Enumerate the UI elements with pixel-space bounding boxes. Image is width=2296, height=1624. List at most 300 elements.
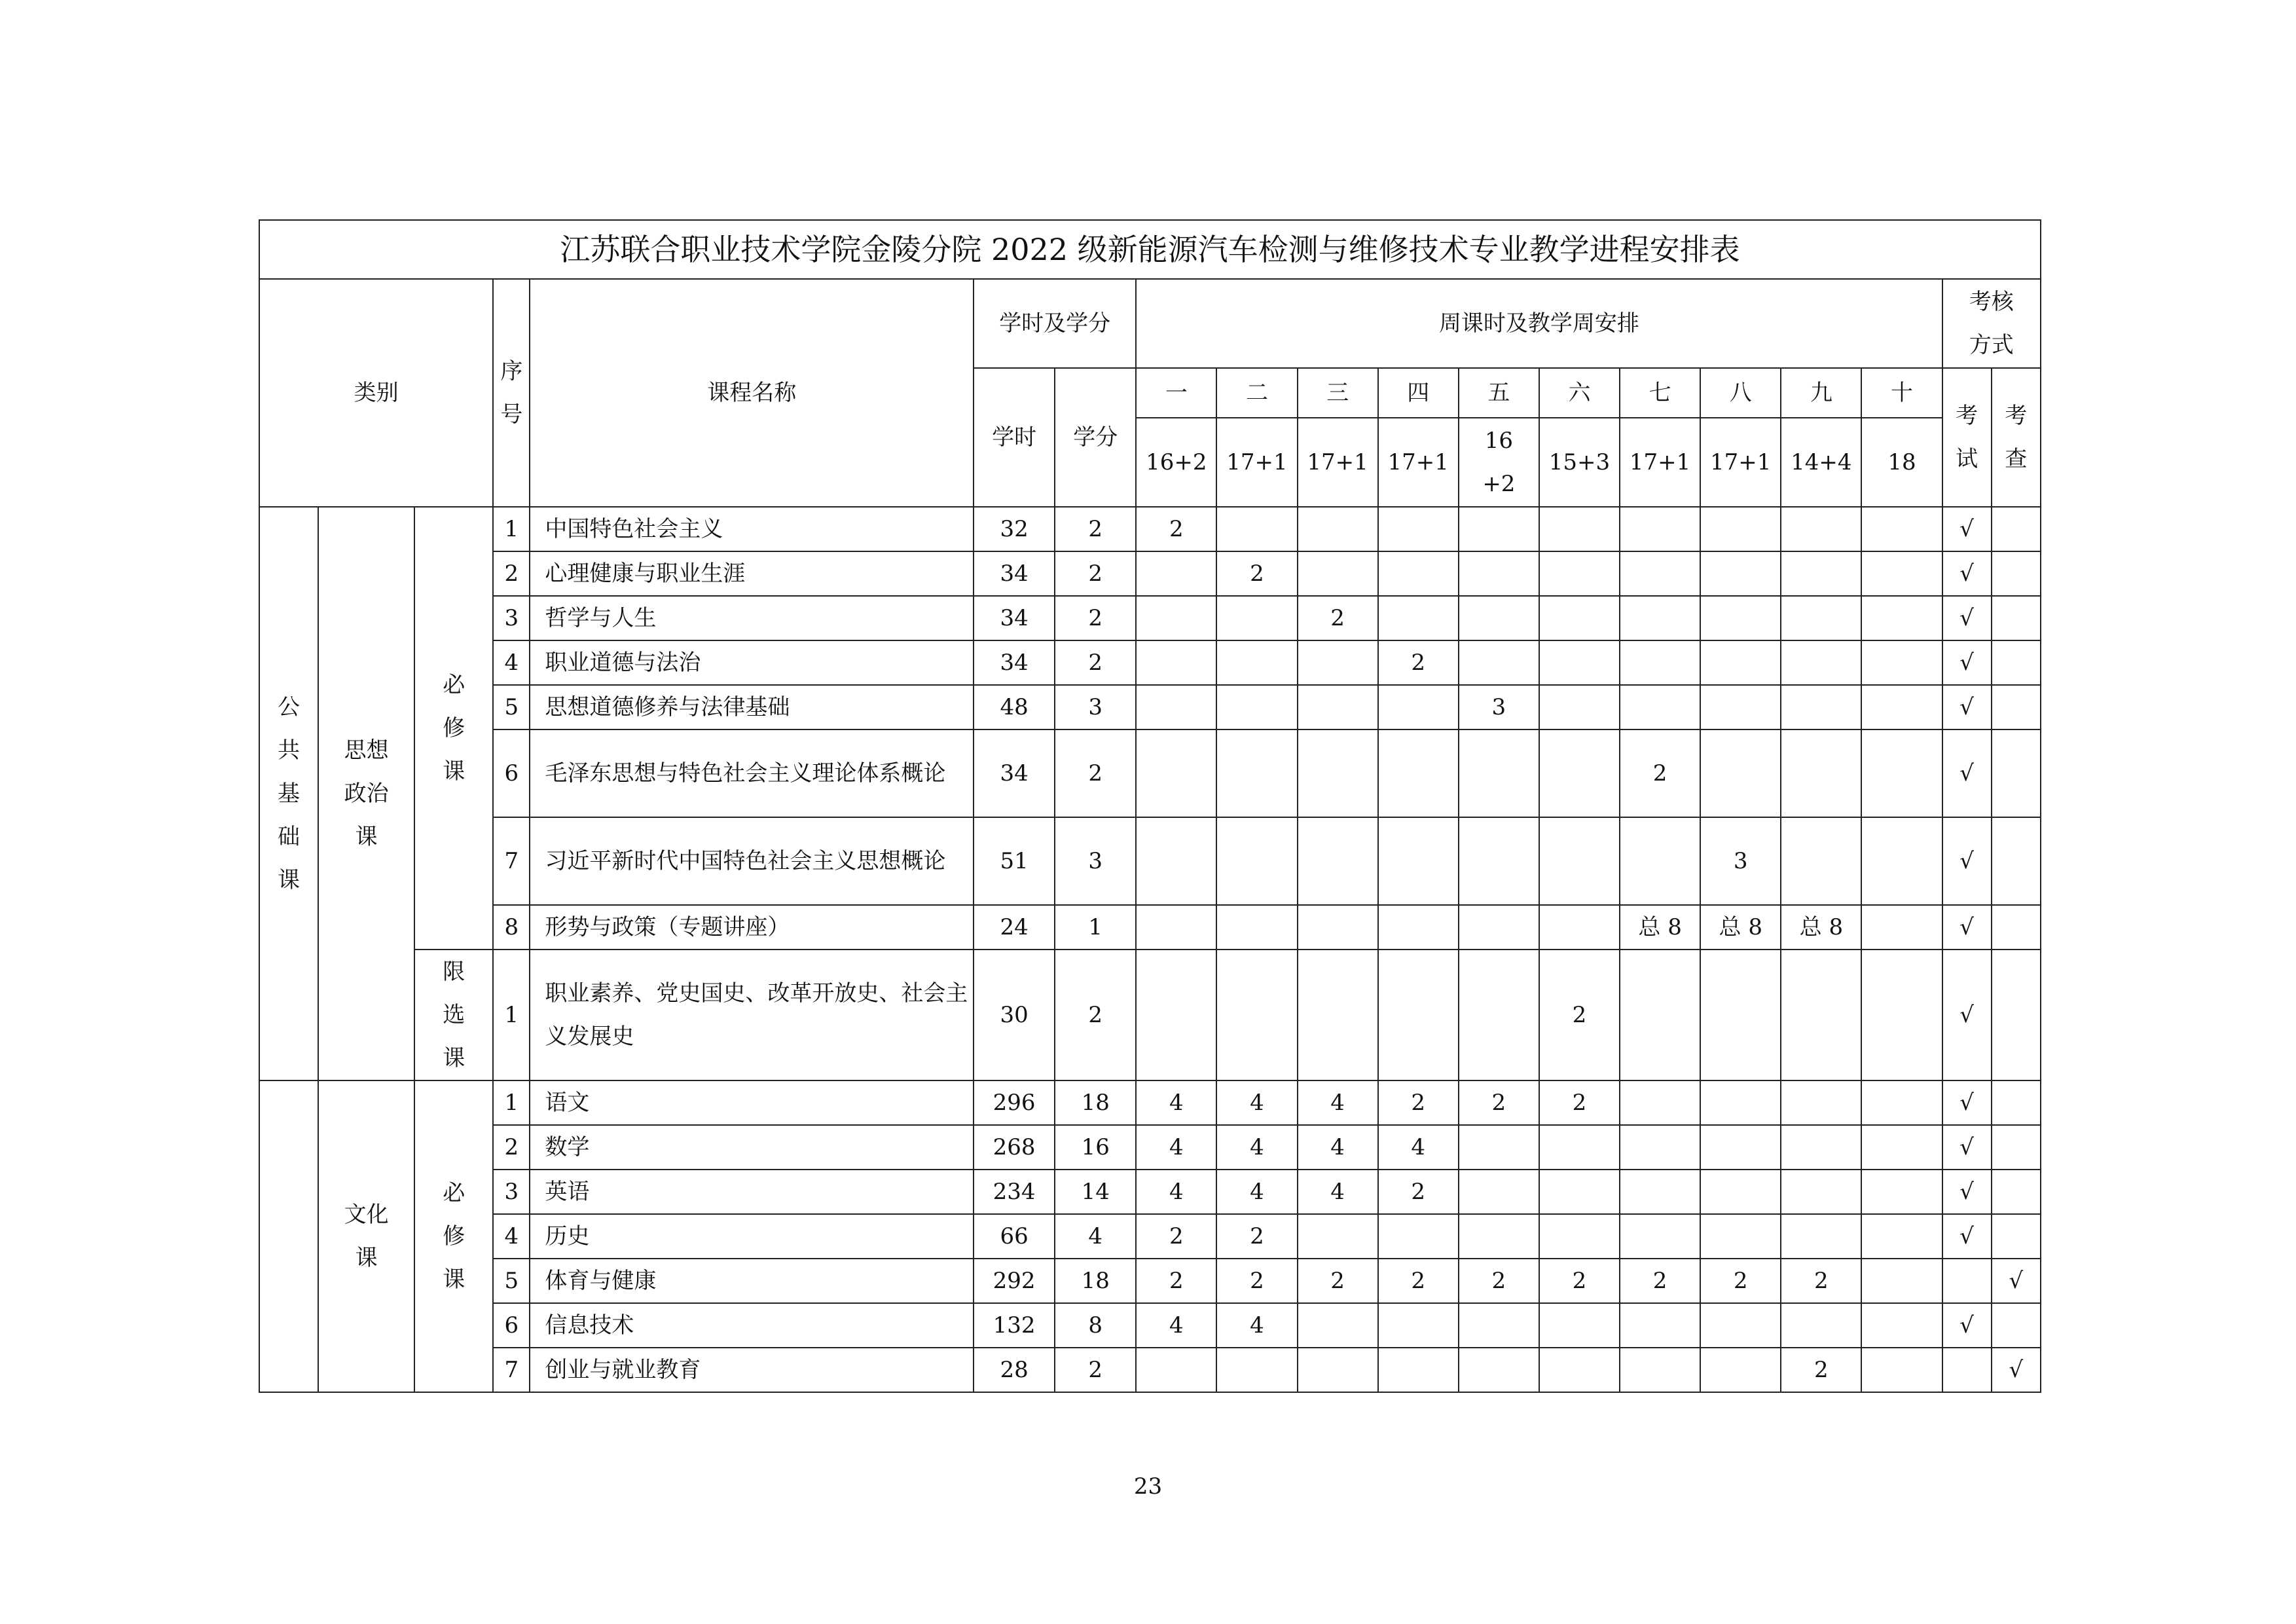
row-term-6 [1539, 1348, 1620, 1392]
row-term-8 [1700, 729, 1781, 817]
row-term-3 [1298, 551, 1378, 596]
row-term-4 [1378, 507, 1459, 551]
row-term-4 [1378, 1214, 1459, 1259]
row-course-name: 形势与政策（专题讲座） [530, 905, 974, 950]
header-term-6: 六 [1539, 368, 1620, 418]
row-term-1 [1136, 729, 1216, 817]
header-term-9: 九 [1781, 368, 1861, 418]
row-term-6: 2 [1539, 1259, 1620, 1303]
row-check-mark [1992, 905, 2041, 950]
table-row [259, 1214, 2041, 1259]
row-exam-mark: √ [1942, 551, 1992, 596]
row-term-1: 2 [1136, 1259, 1216, 1303]
row-term-2 [1216, 640, 1297, 685]
row-credits: 2 [1055, 1348, 1136, 1392]
row-term-5 [1459, 729, 1539, 817]
row-exam-mark [1942, 1259, 1992, 1303]
row-hours: 30 [974, 950, 1055, 1080]
row-term-3: 4 [1298, 1170, 1378, 1214]
row-term-8: 2 [1700, 1259, 1781, 1303]
row-term-9 [1781, 685, 1861, 729]
row-check-mark [1992, 1125, 2041, 1170]
row-term-9 [1781, 1303, 1861, 1348]
header-weeks-7: 17+1 [1620, 418, 1700, 507]
row-term-2: 4 [1216, 1303, 1297, 1348]
row-term-3: 2 [1298, 596, 1378, 640]
row-seq: 2 [493, 551, 530, 596]
row-term-7 [1620, 950, 1700, 1080]
row-course-name: 中国特色社会主义 [530, 507, 974, 551]
group-limited-elective: 限选课 [414, 950, 493, 1080]
row-term-6 [1539, 817, 1620, 905]
header-weeks-4: 17+1 [1378, 418, 1459, 507]
header-weeks-6: 15+3 [1539, 418, 1620, 507]
row-term-8 [1700, 1214, 1781, 1259]
row-term-9 [1781, 1214, 1861, 1259]
row-course-name: 毛泽东思想与特色社会主义理论体系概论 [530, 729, 974, 817]
row-exam-mark: √ [1942, 729, 1992, 817]
header-course-name: 课程名称 [530, 279, 974, 507]
header-weeks-9: 14+4 [1781, 418, 1861, 507]
row-term-7 [1620, 507, 1700, 551]
row-term-6 [1539, 507, 1620, 551]
row-term-8 [1700, 640, 1781, 685]
group-culture: 文化课 [318, 1080, 414, 1392]
row-term-5 [1459, 950, 1539, 1080]
header-check: 考查 [1992, 368, 2041, 507]
row-term-1 [1136, 817, 1216, 905]
row-term-5 [1459, 551, 1539, 596]
row-hours: 34 [974, 596, 1055, 640]
table-row [259, 729, 2041, 817]
row-term-2 [1216, 729, 1297, 817]
row-term-5 [1459, 1125, 1539, 1170]
row-term-8 [1700, 1080, 1781, 1125]
group-required-culture: 必修课 [414, 1080, 493, 1392]
row-term-1 [1136, 596, 1216, 640]
table-row [259, 596, 2041, 640]
row-term-3 [1298, 729, 1378, 817]
row-exam-mark: √ [1942, 905, 1992, 950]
row-term-3: 4 [1298, 1125, 1378, 1170]
row-term-10 [1861, 1214, 1942, 1259]
header-hours-credits: 学时及学分 [974, 279, 1136, 368]
row-term-2: 2 [1216, 551, 1297, 596]
row-term-2 [1216, 1348, 1297, 1392]
row-term-1: 4 [1136, 1080, 1216, 1125]
row-term-6 [1539, 1125, 1620, 1170]
row-term-1 [1136, 950, 1216, 1080]
row-term-9 [1781, 551, 1861, 596]
row-term-4: 2 [1378, 1259, 1459, 1303]
row-check-mark [1992, 685, 2041, 729]
row-credits: 4 [1055, 1214, 1136, 1259]
row-course-name: 信息技术 [530, 1303, 974, 1348]
row-seq: 4 [493, 640, 530, 685]
row-seq: 2 [493, 1125, 530, 1170]
row-course-name: 心理健康与职业生涯 [530, 551, 974, 596]
row-term-7 [1620, 817, 1700, 905]
row-hours: 296 [974, 1080, 1055, 1125]
row-term-10 [1861, 729, 1942, 817]
row-term-3 [1298, 950, 1378, 1080]
row-term-8: 3 [1700, 817, 1781, 905]
header-weeks-10: 18 [1861, 418, 1942, 507]
row-hours: 51 [974, 817, 1055, 905]
header-seq: 序号 [493, 279, 530, 507]
row-term-9: 2 [1781, 1348, 1861, 1392]
row-term-6 [1539, 1170, 1620, 1214]
row-check-mark [1992, 551, 2041, 596]
table-row [259, 905, 2041, 950]
row-term-7 [1620, 640, 1700, 685]
row-term-1 [1136, 1348, 1216, 1392]
row-hours: 234 [974, 1170, 1055, 1214]
row-term-3: 2 [1298, 1259, 1378, 1303]
row-course-name: 历史 [530, 1214, 974, 1259]
row-exam-mark: √ [1942, 1303, 1992, 1348]
row-term-10 [1861, 1303, 1942, 1348]
row-course-name: 职业道德与法治 [530, 640, 974, 685]
row-term-6: 2 [1539, 1080, 1620, 1125]
row-exam-mark [1942, 1348, 1992, 1392]
row-course-name: 数学 [530, 1125, 974, 1170]
row-term-10 [1861, 1259, 1942, 1303]
row-check-mark [1992, 1170, 2041, 1214]
row-term-10 [1861, 596, 1942, 640]
header-weeks-5: 16+2 [1459, 418, 1539, 507]
table-row [259, 1348, 2041, 1392]
row-term-4 [1378, 1303, 1459, 1348]
row-credits: 2 [1055, 950, 1136, 1080]
row-term-7 [1620, 1303, 1700, 1348]
row-check-mark [1992, 1303, 2041, 1348]
row-check-mark [1992, 729, 2041, 817]
row-check-mark [1992, 817, 2041, 905]
row-term-10 [1861, 685, 1942, 729]
row-term-8: 总 8 [1700, 905, 1781, 950]
row-term-6 [1539, 640, 1620, 685]
row-term-3 [1298, 640, 1378, 685]
row-term-9 [1781, 1080, 1861, 1125]
row-term-6 [1539, 551, 1620, 596]
row-term-2: 4 [1216, 1125, 1297, 1170]
row-term-6 [1539, 729, 1620, 817]
row-term-7: 2 [1620, 1259, 1700, 1303]
row-exam-mark: √ [1942, 1080, 1992, 1125]
row-term-6 [1539, 685, 1620, 729]
row-term-1 [1136, 551, 1216, 596]
row-term-8 [1700, 507, 1781, 551]
group-public-basic: 公共基础课 [259, 507, 318, 1080]
header-hours: 学时 [974, 368, 1055, 507]
header-weeks-2: 17+1 [1216, 418, 1297, 507]
row-term-4 [1378, 1348, 1459, 1392]
row-term-8 [1700, 551, 1781, 596]
row-term-7: 2 [1620, 729, 1700, 817]
row-credits: 2 [1055, 507, 1136, 551]
row-term-2 [1216, 685, 1297, 729]
row-credits: 16 [1055, 1125, 1136, 1170]
row-term-3 [1298, 1214, 1378, 1259]
row-exam-mark: √ [1942, 640, 1992, 685]
header-term-5: 五 [1459, 368, 1539, 418]
table-row [259, 640, 2041, 685]
row-term-3 [1298, 1348, 1378, 1392]
table-row [259, 1170, 2041, 1214]
row-term-10 [1861, 1125, 1942, 1170]
row-term-4 [1378, 685, 1459, 729]
row-term-3 [1298, 905, 1378, 950]
row-term-9 [1781, 729, 1861, 817]
row-seq: 7 [493, 1348, 530, 1392]
row-term-1: 4 [1136, 1125, 1216, 1170]
row-term-9 [1781, 640, 1861, 685]
page-number: 23 [1133, 1473, 1163, 1500]
row-term-5 [1459, 1214, 1539, 1259]
header-term-4: 四 [1378, 368, 1459, 418]
row-term-6 [1539, 1303, 1620, 1348]
row-term-10 [1861, 1348, 1942, 1392]
row-term-1: 2 [1136, 1214, 1216, 1259]
row-term-6 [1539, 596, 1620, 640]
row-check-mark [1992, 1214, 2041, 1259]
row-term-1 [1136, 640, 1216, 685]
row-term-2: 4 [1216, 1080, 1297, 1125]
row-exam-mark: √ [1942, 685, 1992, 729]
row-credits: 3 [1055, 817, 1136, 905]
row-course-name: 创业与就业教育 [530, 1348, 974, 1392]
row-term-8 [1700, 1125, 1781, 1170]
row-term-1 [1136, 905, 1216, 950]
row-term-4: 2 [1378, 1080, 1459, 1125]
row-term-7: 总 8 [1620, 905, 1700, 950]
row-course-name: 习近平新时代中国特色社会主义思想概论 [530, 817, 974, 905]
row-term-2 [1216, 817, 1297, 905]
row-hours: 34 [974, 551, 1055, 596]
row-credits: 14 [1055, 1170, 1136, 1214]
row-term-4 [1378, 596, 1459, 640]
row-seq: 1 [493, 950, 530, 1080]
row-course-name: 英语 [530, 1170, 974, 1214]
row-hours: 28 [974, 1348, 1055, 1392]
row-hours: 132 [974, 1303, 1055, 1348]
row-check-mark [1992, 950, 2041, 1080]
row-credits: 18 [1055, 1080, 1136, 1125]
row-term-10 [1861, 640, 1942, 685]
row-term-6 [1539, 1214, 1620, 1259]
row-credits: 2 [1055, 640, 1136, 685]
row-term-9 [1781, 1125, 1861, 1170]
header-weekly: 周课时及教学周安排 [1136, 279, 1942, 368]
row-course-name: 职业素养、党史国史、改革开放史、社会主义发展史 [530, 950, 974, 1080]
row-credits: 1 [1055, 905, 1136, 950]
row-term-2 [1216, 596, 1297, 640]
row-term-4 [1378, 817, 1459, 905]
row-term-9: 2 [1781, 1259, 1861, 1303]
header-weeks-3: 17+1 [1298, 418, 1378, 507]
row-term-4 [1378, 950, 1459, 1080]
row-seq: 6 [493, 729, 530, 817]
group-political: 思想政治课 [318, 507, 414, 1080]
header-category: 类别 [259, 279, 493, 507]
header-term-10: 十 [1861, 368, 1942, 418]
row-term-1: 2 [1136, 507, 1216, 551]
row-course-name: 语文 [530, 1080, 974, 1125]
table-row [259, 1125, 2041, 1170]
row-seq: 3 [493, 1170, 530, 1214]
header-assessment: 考核方式 [1942, 279, 2041, 368]
row-exam-mark: √ [1942, 1214, 1992, 1259]
row-term-10 [1861, 817, 1942, 905]
header-term-8: 八 [1700, 368, 1781, 418]
row-term-3 [1298, 507, 1378, 551]
row-term-10 [1861, 507, 1942, 551]
row-term-9 [1781, 507, 1861, 551]
row-term-5 [1459, 1348, 1539, 1392]
row-term-3 [1298, 685, 1378, 729]
row-term-1 [1136, 685, 1216, 729]
row-term-7 [1620, 596, 1700, 640]
row-term-5 [1459, 596, 1539, 640]
row-term-8 [1700, 596, 1781, 640]
row-term-8 [1700, 1303, 1781, 1348]
header-term-1: 一 [1136, 368, 1216, 418]
row-term-5: 2 [1459, 1259, 1539, 1303]
row-exam-mark: √ [1942, 950, 1992, 1080]
row-term-2 [1216, 507, 1297, 551]
header-term-2: 二 [1216, 368, 1297, 418]
row-term-4: 4 [1378, 1125, 1459, 1170]
row-term-2 [1216, 950, 1297, 1080]
row-term-10 [1861, 905, 1942, 950]
row-term-2: 2 [1216, 1214, 1297, 1259]
row-term-3 [1298, 1303, 1378, 1348]
row-term-4 [1378, 551, 1459, 596]
row-term-3: 4 [1298, 1080, 1378, 1125]
teaching-schedule-table [259, 219, 2041, 1393]
row-hours: 48 [974, 685, 1055, 729]
row-exam-mark: √ [1942, 817, 1992, 905]
row-seq: 3 [493, 596, 530, 640]
row-hours: 66 [974, 1214, 1055, 1259]
table-row [259, 950, 2041, 1080]
row-hours: 34 [974, 729, 1055, 817]
row-seq: 5 [493, 1259, 530, 1303]
row-term-7 [1620, 1080, 1700, 1125]
header-term-3: 三 [1298, 368, 1378, 418]
row-term-7 [1620, 1214, 1700, 1259]
row-check-mark [1992, 1080, 2041, 1125]
row-term-8 [1700, 1170, 1781, 1214]
row-credits: 8 [1055, 1303, 1136, 1348]
row-term-1: 4 [1136, 1170, 1216, 1214]
row-hours: 32 [974, 507, 1055, 551]
header-weeks-8: 17+1 [1700, 418, 1781, 507]
row-exam-mark: √ [1942, 507, 1992, 551]
group-required-political: 必修课 [414, 507, 493, 950]
row-term-6 [1539, 905, 1620, 950]
row-term-5 [1459, 1170, 1539, 1214]
row-term-6: 2 [1539, 950, 1620, 1080]
row-seq: 7 [493, 817, 530, 905]
header-weeks-1: 16+2 [1136, 418, 1216, 507]
row-check-mark: √ [1992, 1348, 2041, 1392]
row-term-9 [1781, 1170, 1861, 1214]
row-term-7 [1620, 1125, 1700, 1170]
row-credits: 18 [1055, 1259, 1136, 1303]
table-row [259, 1080, 2041, 1125]
row-term-8 [1700, 685, 1781, 729]
row-seq: 5 [493, 685, 530, 729]
row-course-name: 体育与健康 [530, 1259, 974, 1303]
row-term-9 [1781, 596, 1861, 640]
row-term-4 [1378, 905, 1459, 950]
row-term-10 [1861, 551, 1942, 596]
row-seq: 6 [493, 1303, 530, 1348]
row-exam-mark: √ [1942, 1125, 1992, 1170]
row-term-7 [1620, 551, 1700, 596]
row-term-9 [1781, 817, 1861, 905]
row-term-10 [1861, 950, 1942, 1080]
row-credits: 3 [1055, 685, 1136, 729]
row-term-7 [1620, 685, 1700, 729]
table-row [259, 507, 2041, 551]
row-term-8 [1700, 950, 1781, 1080]
row-term-5 [1459, 640, 1539, 685]
row-term-3 [1298, 817, 1378, 905]
row-term-10 [1861, 1080, 1942, 1125]
header-credits: 学分 [1055, 368, 1136, 507]
row-term-4: 2 [1378, 640, 1459, 685]
row-term-4: 2 [1378, 1170, 1459, 1214]
row-credits: 2 [1055, 596, 1136, 640]
row-term-9 [1781, 950, 1861, 1080]
table-row [259, 1259, 2041, 1303]
row-term-1: 4 [1136, 1303, 1216, 1348]
table-row [259, 685, 2041, 729]
row-term-5 [1459, 817, 1539, 905]
row-term-9: 总 8 [1781, 905, 1861, 950]
row-course-name: 哲学与人生 [530, 596, 974, 640]
row-term-5: 3 [1459, 685, 1539, 729]
row-term-2: 4 [1216, 1170, 1297, 1214]
row-seq: 1 [493, 507, 530, 551]
table-row [259, 817, 2041, 905]
table-row [259, 1303, 2041, 1348]
row-term-8 [1700, 1348, 1781, 1392]
row-seq: 4 [493, 1214, 530, 1259]
row-check-mark [1992, 640, 2041, 685]
row-seq: 1 [493, 1080, 530, 1125]
row-term-7 [1620, 1170, 1700, 1214]
row-hours: 34 [974, 640, 1055, 685]
row-term-2 [1216, 905, 1297, 950]
row-term-4 [1378, 729, 1459, 817]
row-exam-mark: √ [1942, 596, 1992, 640]
header-exam: 考试 [1942, 368, 1992, 507]
header-term-7: 七 [1620, 368, 1700, 418]
row-term-10 [1861, 1170, 1942, 1214]
row-course-name: 思想道德修养与法律基础 [530, 685, 974, 729]
row-check-mark [1992, 596, 2041, 640]
row-term-2: 2 [1216, 1259, 1297, 1303]
row-term-7 [1620, 1348, 1700, 1392]
row-term-5: 2 [1459, 1080, 1539, 1125]
row-exam-mark: √ [1942, 1170, 1992, 1214]
row-hours: 24 [974, 905, 1055, 950]
row-term-5 [1459, 507, 1539, 551]
